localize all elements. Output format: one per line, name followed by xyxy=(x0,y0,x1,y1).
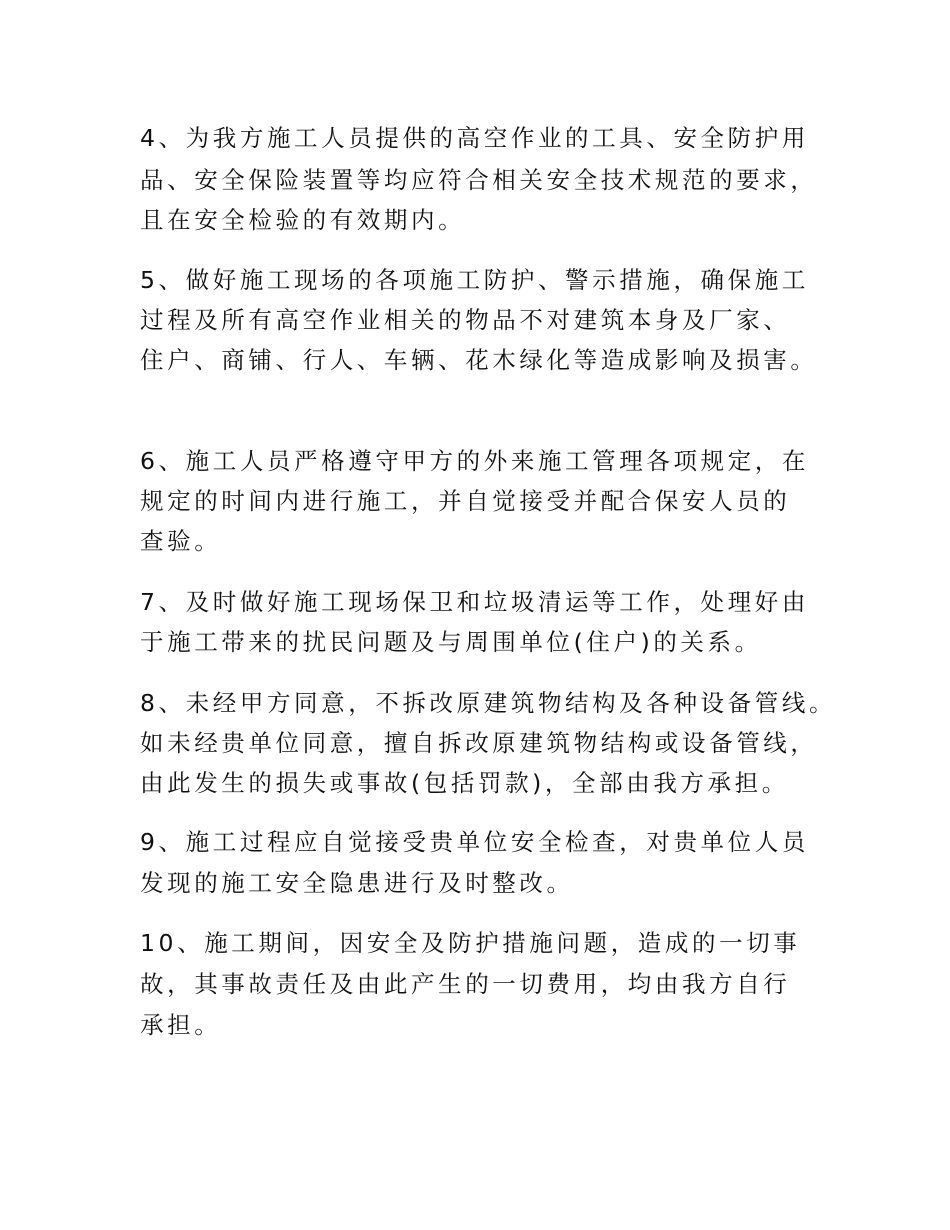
clause-8-line-2: 如未经贵单位同意，擅自拆改原建筑物结构或设备管线， xyxy=(140,729,818,757)
clause-6-line-1: 6、施工人员严格遵守甲方的外来施工管理各项规定，在 xyxy=(140,447,809,475)
clause-6-line-2: 规定的时间内进行施工，并自觉接受并配合保安人员的 xyxy=(140,487,791,515)
clause-5-line-1: 5、做好施工现场的各项施工防护、警示措施，确保施工 xyxy=(140,266,809,294)
clause-4-line-1: 4、为我方施工人员提供的高空作业的工具、安全防护用 xyxy=(140,124,809,152)
clause-10-line-2: 故，其事故责任及由此产生的一切费用，均由我方自行 xyxy=(140,970,791,998)
clause-8-line-1: 8、未经甲方同意，不拆改原建筑物结构及各种设备管线。 xyxy=(140,689,837,717)
clause-7-line-1: 7、及时做好施工现场保卫和垃圾清运等工作，处理好由 xyxy=(140,588,809,616)
clause-5-line-2: 过程及所有高空作业相关的物品不对建筑本身及厂家、 xyxy=(140,306,791,334)
clause-9-line-1: 9、施工过程应自觉接受贵单位安全检查，对贵单位人员 xyxy=(140,828,809,856)
clause-9-line-2: 发现的施工安全隐患进行及时整改。 xyxy=(140,869,574,897)
clause-8-line-3: 由此发生的损失或事故(包括罚款)，全部由我方承担。 xyxy=(140,769,789,797)
clause-5-line-3: 住户、商铺、行人、车辆、花木绿化等造成影响及损害。 xyxy=(140,346,818,374)
clause-7-line-2: 于施工带来的扰民问题及与周围单位(住户)的关系。 xyxy=(140,628,762,656)
clause-10-line-1: 10、施工期间，因安全及防护措施问题，造成的一切事 xyxy=(140,929,801,957)
clause-4-line-3: 且在安全检验的有效期内。 xyxy=(140,206,466,234)
clause-10-line-3: 承担。 xyxy=(140,1011,222,1039)
clause-4-line-2: 品、安全保险装置等均应符合相关安全技术规范的要求， xyxy=(140,166,818,194)
clause-6-line-3: 查验。 xyxy=(140,527,222,555)
